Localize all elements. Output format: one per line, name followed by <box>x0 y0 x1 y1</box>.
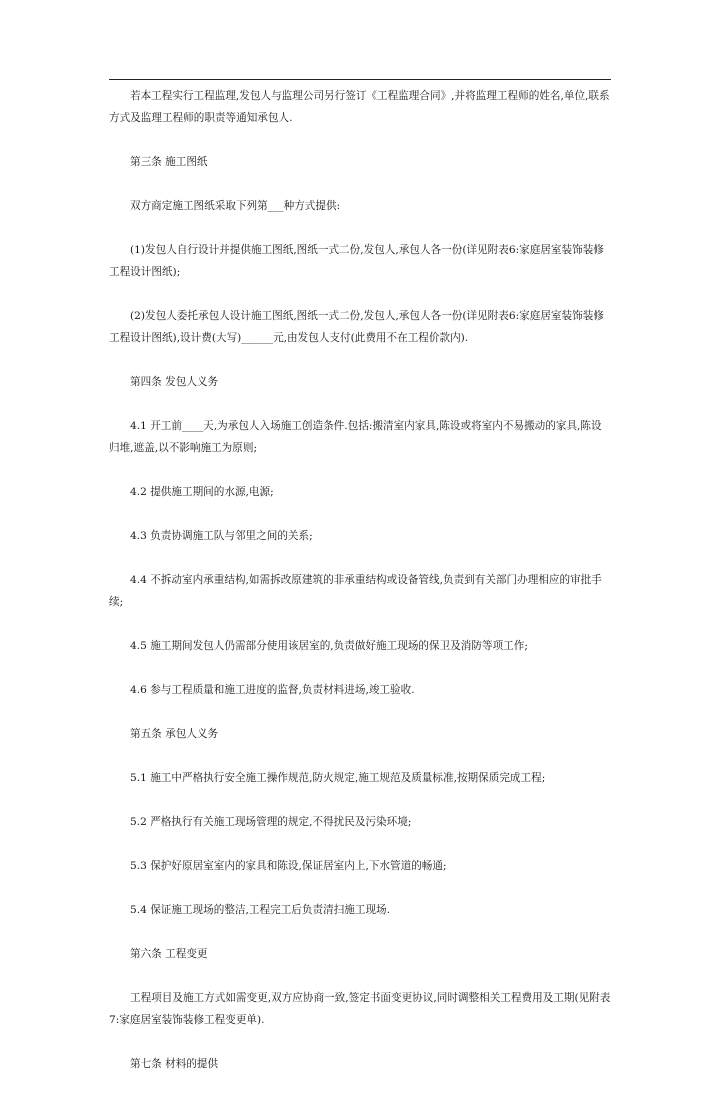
paragraph-drawing-method: 双方商定施工图纸采取下列第___种方式提供: <box>130 200 341 212</box>
header-rule <box>109 79 611 80</box>
clause-4-6: 4.6 参与工程质量和施工进度的监督,负责材料进场,竣工验收. <box>130 684 415 696</box>
clause-5-4: 5.4 保证施工现场的整洁,工程完工后负责清扫施工现场. <box>130 904 391 916</box>
clause-4-1: 4.1 开工前____天,为承包人入场施工创造条件.包括:搬清室内家具,陈设或将室内不易搬动的家具,陈设归堆,遮盖,以不影响施工为原则; <box>109 420 602 454</box>
article-3-heading: 第三条 施工图纸 <box>130 156 208 168</box>
article-7-heading: 第七条 材料的提供 <box>130 1058 219 1070</box>
clause-5-1: 5.1 施工中严格执行安全施工操作规范,防火规定,施工规范及质量标准,按期保质完成工程; <box>130 772 546 784</box>
clause-5-3: 5.3 保护好原居室室内的家具和陈设,保证居室内上,下水管道的畅通; <box>130 860 447 872</box>
clause-4-2: 4.2 提供施工期间的水源,电源; <box>130 486 274 498</box>
document-body <box>109 85 611 1097</box>
clause-5-2: 5.2 严格执行有关施工现场管理的规定,不得扰民及污染环境; <box>130 816 412 828</box>
article-5-heading: 第五条 承包人义务 <box>130 728 219 740</box>
clause-4-3: 4.3 负责协调施工队与邻里之间的关系; <box>130 530 313 542</box>
paragraph-drawing-option-2: (2)发包人委托承包人设计施工图纸,图纸一式二份,发包人,承包人各一份(详见附表6:家庭居室装饰装修工程设计图纸),设计费(大写)______元,由发包人支付(此费用不在工程价款内). <box>109 310 604 344</box>
paragraph-drawing-option-1: (1)发包人自行设计并提供施工图纸,图纸一式二份,发包人,承包人各一份(详见附表6:家庭居室装饰装修工程设计图纸); <box>109 244 604 278</box>
paragraph-change: 工程项目及施工方式如需变更,双方应协商一致,签定书面变更协议,同时调整相关工程费用及工期(见附表7:家庭居室装饰装修工程变更单). <box>109 992 611 1026</box>
clause-4-4: 4.4 不拆动室内承重结构,如需拆改原建筑的非承重结构或设备管线,负责到有关部门办理相应的审批手续; <box>109 574 602 608</box>
article-4-heading: 第四条 发包人义务 <box>130 376 219 388</box>
clause-4-5: 4.5 施工期间发包人仍需部分使用该居室的,负责做好施工现场的保卫及消防等项工作; <box>130 640 528 652</box>
article-6-heading: 第六条 工程变更 <box>130 948 208 960</box>
paragraph-supervision: 若本工程实行工程监理,发包人与监理公司另行签订《工程监理合同》,并将监理工程师的姓名,单位,联系方式及监理工程师的职责等通知承包人. <box>109 90 610 124</box>
